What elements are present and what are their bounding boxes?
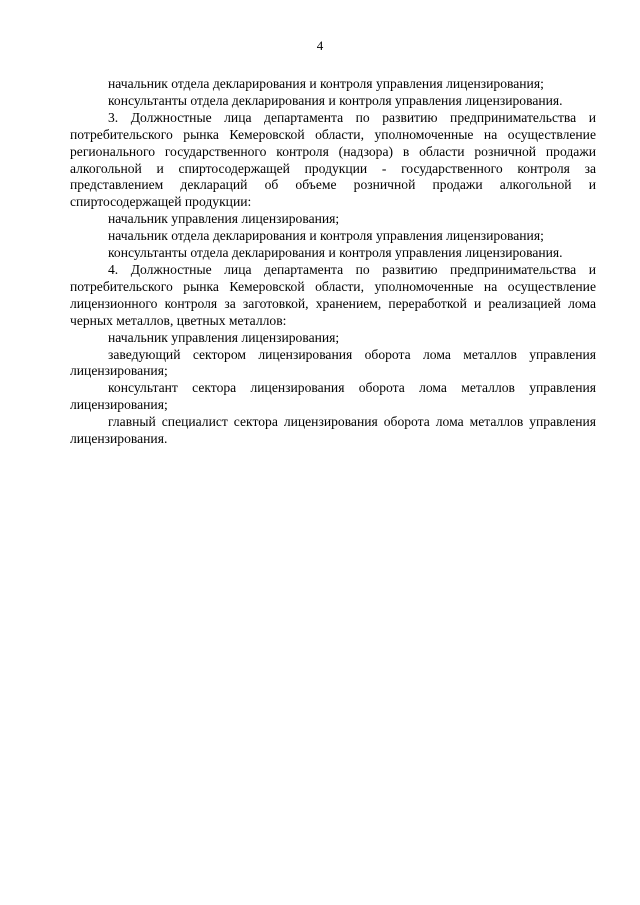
paragraph: начальник управления лицензирования; <box>108 211 340 227</box>
paragraph: консультант сектора лицензирования оборота лома металлов управления лицензирования; <box>70 380 596 413</box>
document-body <box>70 76 596 448</box>
paragraph: начальник отдела декларирования и контроля управления лицензирования; <box>108 76 544 91</box>
paragraph-section-3: 3. Должностные лица департамента по развитию предпринимательства и потребительского рынка Кемеровской области, уполномоченные на осуществление регионального государственного контроля (надзора) в области розничной продажи алкогольной и спиртосодержащей продукции - государственного контроля за представлением деклараций об объеме розничной продажи алкогольной и спиртосодержащей продукции: <box>70 109 596 210</box>
paragraph: консультанты отдела декларирования и контроля управления лицензирования. <box>108 245 563 261</box>
paragraph: начальник отдела декларирования и контроля управления лицензирования; <box>108 228 544 244</box>
paragraph-section-4: 4. Должностные лица департамента по развитию предпринимательства и потребительского рынка Кемеровской области, уполномоченные на осуществление лицензионного контроля за заготовкой, хранением, переработкой и реализацией лома черных металлов, цветных металлов: <box>70 261 596 328</box>
paragraph: консультанты отдела декларирования и контроля управления лицензирования. <box>108 92 563 108</box>
paragraph: заведующий сектором лицензирования оборота лома металлов управления лицензирования; <box>70 346 596 379</box>
page-number: 4 <box>316 38 324 53</box>
paragraph: начальник управления лицензирования; <box>108 329 340 345</box>
paragraph: главный специалист сектора лицензирования оборота лома металлов управления лицензирования. <box>70 414 596 447</box>
